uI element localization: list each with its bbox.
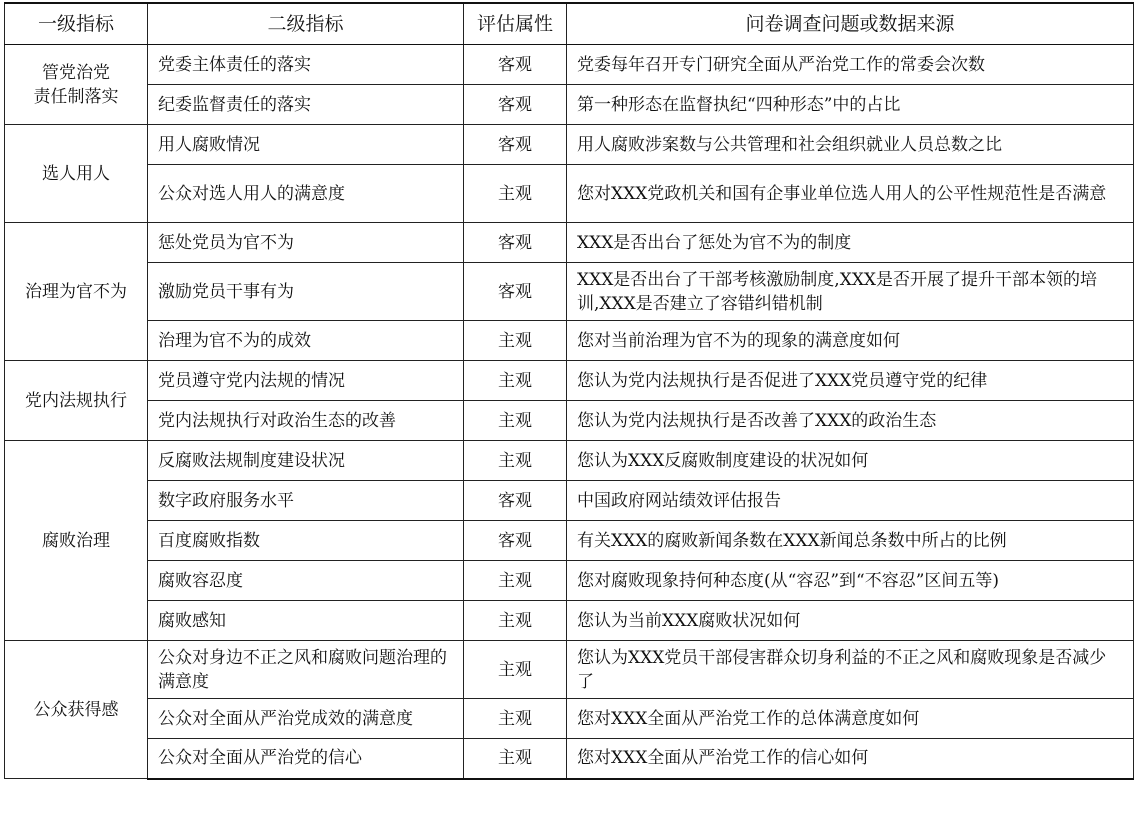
table-row bbox=[5, 601, 1134, 641]
level1-indicator: 公众获得感 bbox=[5, 641, 148, 779]
evaluation-attribute: 客观 bbox=[464, 223, 567, 263]
survey-question-or-source: 中国政府网站绩效评估报告 bbox=[567, 481, 1134, 521]
table-row bbox=[5, 561, 1134, 601]
evaluation-attribute: 主观 bbox=[464, 699, 567, 739]
survey-question-or-source: 您认为党内法规执行是否促进了XXX党员遵守党的纪律 bbox=[567, 361, 1134, 401]
table-row bbox=[5, 481, 1134, 521]
survey-question-or-source: XXX是否出台了惩处为官不为的制度 bbox=[567, 223, 1134, 263]
level2-indicator: 数字政府服务水平 bbox=[148, 481, 464, 521]
level2-indicator: 党内法规执行对政治生态的改善 bbox=[148, 401, 464, 441]
level2-indicator: 腐败感知 bbox=[148, 601, 464, 641]
table-row bbox=[5, 361, 1134, 401]
table-row bbox=[5, 45, 1134, 85]
header-source: 问卷调查问题或数据来源 bbox=[567, 3, 1134, 45]
evaluation-attribute: 客观 bbox=[464, 85, 567, 125]
evaluation-attribute: 主观 bbox=[464, 441, 567, 481]
evaluation-attribute: 客观 bbox=[464, 125, 567, 165]
survey-question-or-source: 您认为XXX反腐败制度建设的状况如何 bbox=[567, 441, 1134, 481]
table-row bbox=[5, 165, 1134, 223]
evaluation-attribute: 客观 bbox=[464, 263, 567, 321]
level2-indicator: 反腐败法规制度建设状况 bbox=[148, 441, 464, 481]
table-row bbox=[5, 321, 1134, 361]
level2-indicator: 惩处党员为官不为 bbox=[148, 223, 464, 263]
level2-indicator: 公众对全面从严治党成效的满意度 bbox=[148, 699, 464, 739]
evaluation-attribute: 主观 bbox=[464, 321, 567, 361]
evaluation-attribute: 主观 bbox=[464, 361, 567, 401]
evaluation-attribute: 主观 bbox=[464, 641, 567, 699]
level1-indicator: 腐败治理 bbox=[5, 441, 148, 641]
level2-indicator: 党委主体责任的落实 bbox=[148, 45, 464, 85]
survey-question-or-source: 您对XXX全面从严治党工作的信心如何 bbox=[567, 739, 1134, 779]
table-row bbox=[5, 441, 1134, 481]
survey-question-or-source: 您对腐败现象持何种态度(从“容忍”到“不容忍”区间五等) bbox=[567, 561, 1134, 601]
survey-question-or-source: 您对XXX党政机关和国有企事业单位选人用人的公平性规范性是否满意 bbox=[567, 165, 1134, 223]
header-attribute: 评估属性 bbox=[464, 3, 567, 45]
level2-indicator: 公众对身边不正之风和腐败问题治理的满意度 bbox=[148, 641, 464, 699]
evaluation-attribute: 客观 bbox=[464, 521, 567, 561]
level2-indicator: 腐败容忍度 bbox=[148, 561, 464, 601]
table-row bbox=[5, 263, 1134, 321]
evaluation-attribute: 主观 bbox=[464, 401, 567, 441]
survey-question-or-source: 有关XXX的腐败新闻条数在XXX新闻总条数中所占的比例 bbox=[567, 521, 1134, 561]
survey-question-or-source: 您对当前治理为官不为的现象的满意度如何 bbox=[567, 321, 1134, 361]
level2-indicator: 用人腐败情况 bbox=[148, 125, 464, 165]
table-row bbox=[5, 85, 1134, 125]
level1-indicator: 管党治党 责任制落实 bbox=[5, 45, 148, 125]
survey-question-or-source: 党委每年召开专门研究全面从严治党工作的常委会次数 bbox=[567, 45, 1134, 85]
level2-indicator: 激励党员干事有为 bbox=[148, 263, 464, 321]
evaluation-attribute: 客观 bbox=[464, 45, 567, 85]
evaluation-attribute: 主观 bbox=[464, 601, 567, 641]
survey-question-or-source: 用人腐败涉案数与公共管理和社会组织就业人员总数之比 bbox=[567, 125, 1134, 165]
table-row bbox=[5, 223, 1134, 263]
header-level2: 二级指标 bbox=[148, 3, 464, 45]
level1-indicator: 治理为官不为 bbox=[5, 223, 148, 361]
table-body bbox=[5, 45, 1134, 779]
survey-question-or-source: 第一种形态在监督执纪“四种形态”中的占比 bbox=[567, 85, 1134, 125]
table-row bbox=[5, 739, 1134, 779]
evaluation-attribute: 主观 bbox=[464, 561, 567, 601]
survey-question-or-source: 您认为当前XXX腐败状况如何 bbox=[567, 601, 1134, 641]
level2-indicator: 公众对选人用人的满意度 bbox=[148, 165, 464, 223]
header-level1: 一级指标 bbox=[5, 3, 148, 45]
level2-indicator: 纪委监督责任的落实 bbox=[148, 85, 464, 125]
survey-question-or-source: 您认为XXX党员干部侵害群众切身利益的不正之风和腐败现象是否减少了 bbox=[567, 641, 1134, 699]
header-row bbox=[5, 3, 1134, 45]
level2-indicator: 百度腐败指数 bbox=[148, 521, 464, 561]
evaluation-attribute: 客观 bbox=[464, 481, 567, 521]
level2-indicator: 治理为官不为的成效 bbox=[148, 321, 464, 361]
level2-indicator: 公众对全面从严治党的信心 bbox=[148, 739, 464, 779]
evaluation-attribute: 主观 bbox=[464, 165, 567, 223]
survey-question-or-source: 您认为党内法规执行是否改善了XXX的政治生态 bbox=[567, 401, 1134, 441]
survey-question-or-source: XXX是否出台了干部考核激励制度,XXX是否开展了提升干部本领的培训,XXX是否建立了容错纠错机制 bbox=[567, 263, 1134, 321]
level1-indicator: 党内法规执行 bbox=[5, 361, 148, 441]
level1-indicator: 选人用人 bbox=[5, 125, 148, 223]
indicator-table bbox=[4, 2, 1134, 780]
table-row bbox=[5, 521, 1134, 561]
evaluation-attribute: 主观 bbox=[464, 739, 567, 779]
table-row bbox=[5, 125, 1134, 165]
survey-question-or-source: 您对XXX全面从严治党工作的总体满意度如何 bbox=[567, 699, 1134, 739]
level2-indicator: 党员遵守党内法规的情况 bbox=[148, 361, 464, 401]
table-row bbox=[5, 401, 1134, 441]
table-row bbox=[5, 699, 1134, 739]
table-row bbox=[5, 641, 1134, 699]
